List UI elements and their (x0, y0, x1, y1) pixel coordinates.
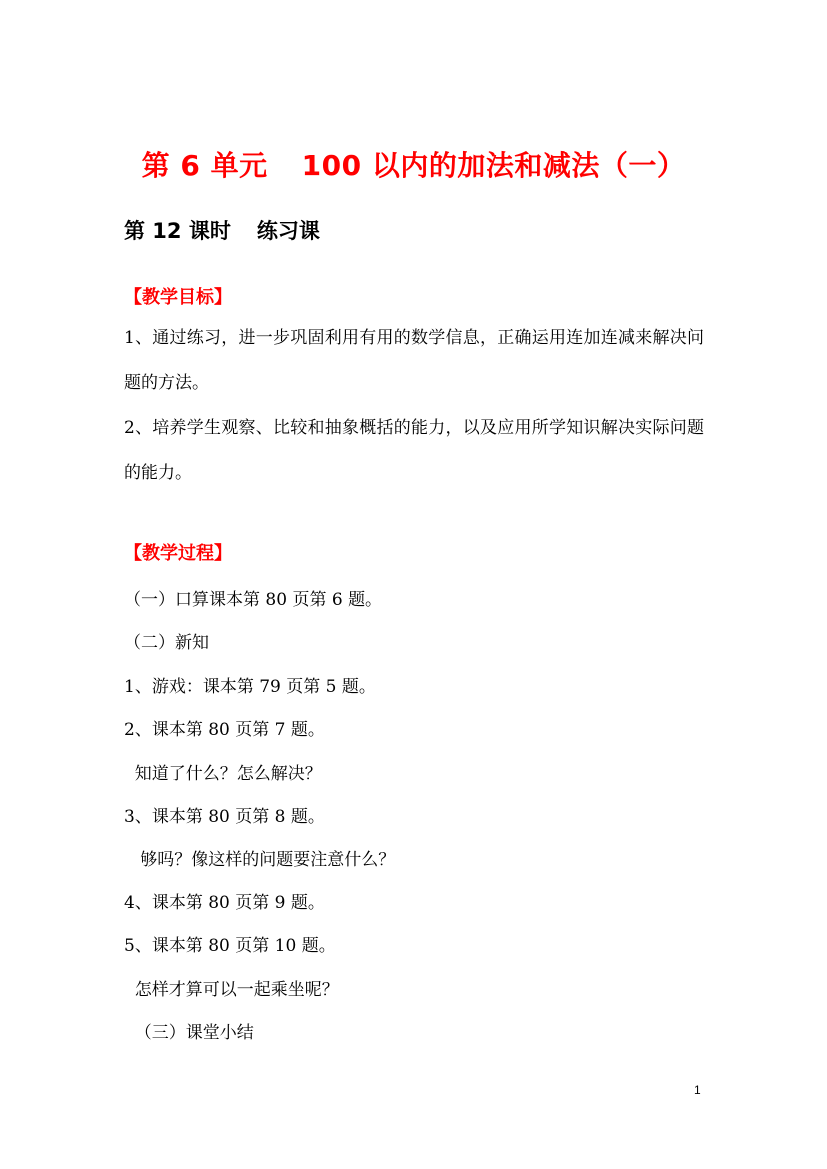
process-line: 怎样才算可以一起乘坐呢？ (124, 980, 339, 1000)
lesson-name: 练习课 (256, 219, 320, 243)
lesson-heading (124, 214, 320, 248)
process-line: （三）课堂小结 (124, 1023, 254, 1043)
unit-title-topic: 100 以内的加法和减法（一） (301, 149, 686, 182)
objectives-heading: 【教学目标】 (124, 287, 232, 308)
page-number: 1 (694, 1083, 701, 1097)
process-line: （二）新知 (124, 633, 209, 653)
process-line: 2、课本第 80 页第 7 题。 (124, 720, 325, 740)
objective-item-2: 2、培养学生观察、比较和抽象概括的能力，以及应用所学知识解决实际问题的能力。 (124, 418, 704, 483)
process-line: （一）口算课本第 80 页第 6 题。 (124, 590, 383, 610)
lesson-number: 第 12 课时 (124, 219, 231, 243)
process-line: 5、课本第 80 页第 10 题。 (124, 936, 336, 956)
process-line: 1、游戏：课本第 79 页第 5 题。 (124, 677, 376, 697)
process-line: 够吗？像这样的问题要注意什么？ (124, 850, 396, 870)
unit-title-number: 第 6 单元 (141, 149, 268, 182)
process-line: 知道了什么？怎么解决？ (124, 764, 322, 784)
process-heading: 【教学过程】 (124, 543, 232, 564)
objective-item-1: 1、通过练习，进一步巩固利用有用的数学信息，正确运用连加连减来解决问题的方法。 (124, 328, 704, 393)
unit-title (0, 146, 827, 186)
process-line: 4、课本第 80 页第 9 题。 (124, 893, 325, 913)
process-line: 3、课本第 80 页第 8 题。 (124, 807, 325, 827)
